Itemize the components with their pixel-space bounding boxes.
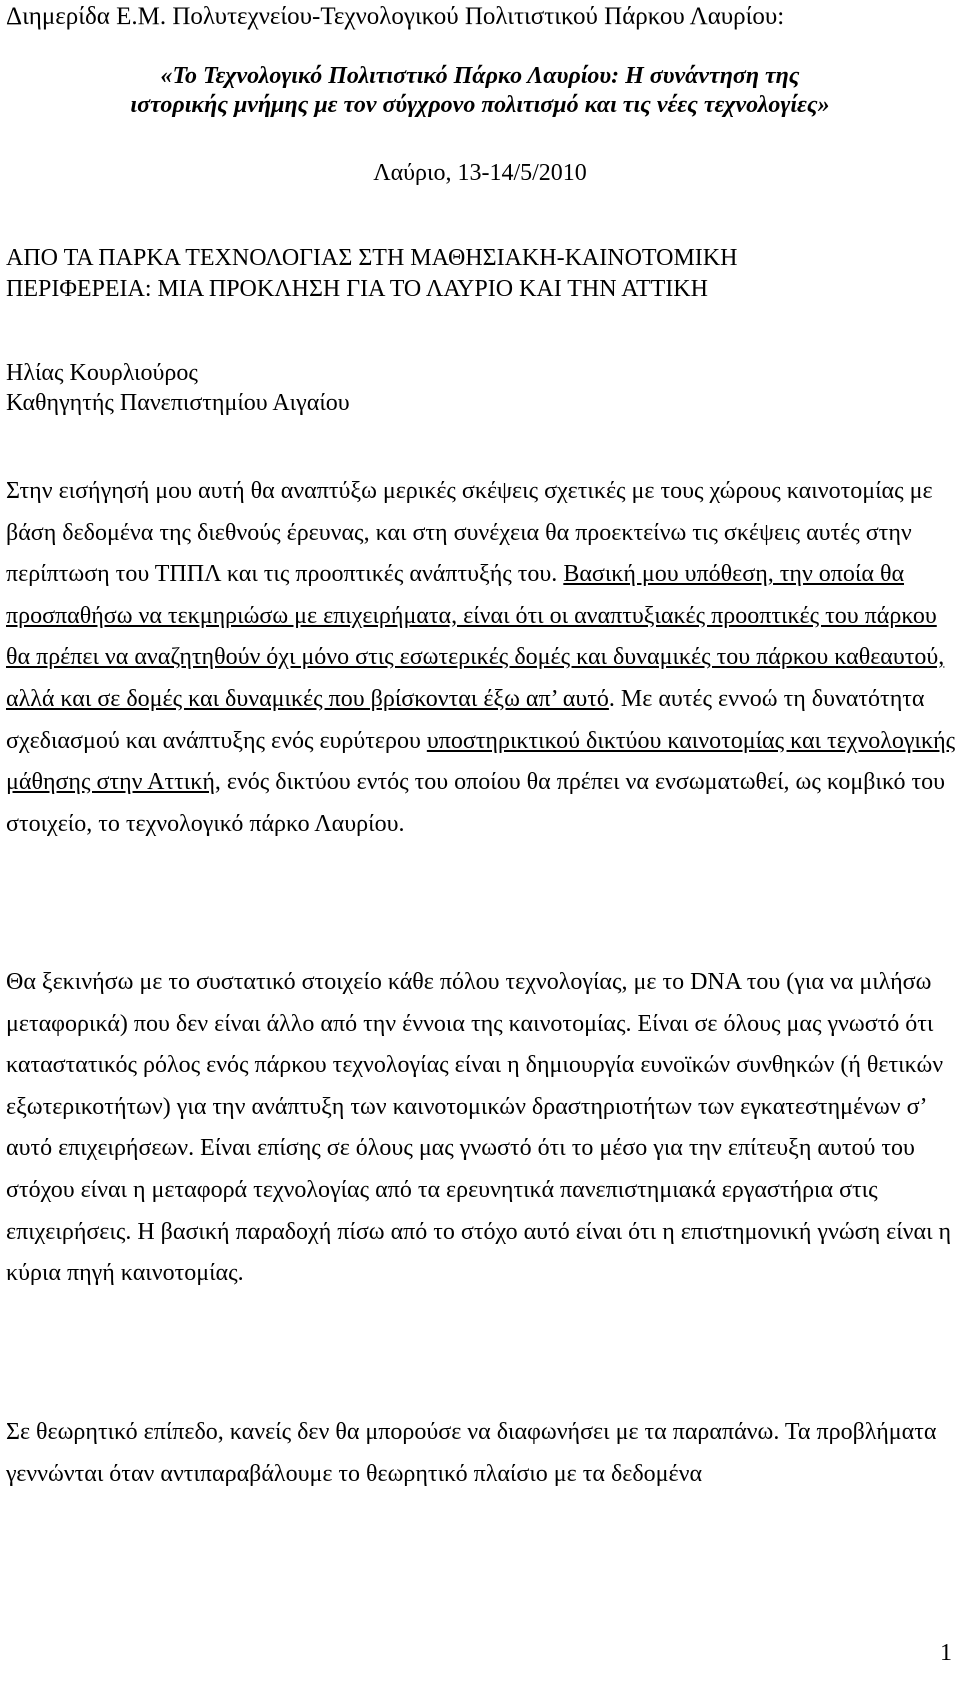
author-block	[6, 358, 956, 418]
conference-date: Λαύριο, 13-14/5/2010	[373, 160, 587, 186]
conference-title	[30, 62, 930, 120]
paragraph-2: Θα ξεκινήσω με το συστατικό στοιχείο κάθε πόλου τεχνολογίας, με το DNA του (για να μιλήσω μεταφορικά) που δεν είναι άλλο από την έννοια της καινοτομίας. Είναι σε όλους μας γνωστό ότι καταστατικός ρόλος ενός πάρκου τεχνολογίας είναι η δημιουργία ευνοϊκών συνθηκών (ή θετικών εξωτερικοτήτων) για την ανάπτυξη των καινοτομικών δραστηριοτήτων των εγκατεστημένων σ’ αυτό επιχειρήσεων. Είναι επίσης σε όλους μας γνωστό ότι το μέσο για την επίτευξη αυτού του στόχου είναι η μεταφορά τεχνολογίας από τα ερευνητικά πανεπιστημιακά εργαστήρια στις επιχειρήσεις. Η βασική παραδοχή πίσω από το στόχο αυτό είναι ότι η επιστημονική γνώση είναι η κύρια πηγή καινοτομίας.	[6, 969, 952, 1287]
paragraph-1-hypothesis: Βασική μου υπόθεση, την οποία θα προσπαθήσω να τεκμηριώσω με επιχειρήματα, είναι ότι οι αναπτυξιακές προοπτικές του πάρκου θα πρέπει να αναζητηθούν όχι μόνο στις εσωτερικές δομές και δυναμικές του πάρκου καθεαυτού, αλλά και σε δομές και δυναμικές που βρίσκονται έξω απ’ αυτό	[6, 561, 945, 712]
page-number: 1	[940, 1640, 952, 1666]
paper-title	[6, 243, 956, 305]
paragraph-3: Σε θεωρητικό επίπεδο, κανείς δεν θα μπορούσε να διαφωνήσει με τα παραπάνω. Τα προβλήματα γεννώνται όταν αντιπαραβάλουμε το θεωρητικό πλαίσιο με τα δεδομένα	[6, 1419, 937, 1487]
paper-title-line-1: ΑΠΟ ΤΑ ΠΑΡΚΑ ΤΕΧΝΟΛΟΓΙΑΣ ΣΤΗ ΜΑΘΗΣΙΑΚΗ-ΚΑΙΝΟΤΟΜΙΚΗ	[6, 245, 738, 271]
paragraph-1-network: υποστηρικτικού δικτύου καινοτομίας και τεχνολογικής μάθησης στην Αττική	[6, 727, 956, 796]
paragraph-1-ending: , ενός δικτύου εντός του οποίου θα πρέπει να ενσωματωθεί, ως κομβικό του στοιχείο, το τεχνολογικό πάρκο Λαυρίου.	[6, 769, 946, 837]
author-affiliation: Καθηγητής Πανεπιστημίου Αιγαίου	[6, 390, 350, 416]
event-header: Διημερίδα Ε.Μ. Πολυτεχνείου-Τεχνολογικού Πολιτιστικού Πάρκου Λαυρίου:	[6, 3, 785, 30]
paragraph-1-middle: . Με αυτές εννοώ τη δυνατότητα σχεδιασμού και ανάπτυξης ενός ευρύτερου	[6, 685, 925, 754]
conference-title-line-1: «Το Τεχνολογικό Πολιτιστικό Πάρκο Λαυρίου: Η συνάντηση της	[160, 63, 800, 89]
conference-title-line-2: ιστορικής μνήμης με τον σύγχρονο πολιτισμό και τις νέες τεχνολογίες»	[130, 92, 830, 118]
paragraph-1-intro: Στην εισήγησή μου αυτή θα αναπτύξω μερικές σκέψεις σχετικές με τους χώρους καινοτομίας με βάση δεδομένα της διεθνούς έρευνας, και στη συνέχεια θα προεκτείνω τις σκέψεις αυτές στην περίπτωση του ΤΠΠΛ και τις προοπτικές ανάπτυξής του.	[6, 478, 933, 588]
paragraph-1	[6, 471, 956, 845]
author-name: Ηλίας Κουρλιούρος	[6, 360, 198, 386]
paper-title-line-2: ΠΕΡΙΦΕΡΕΙΑ: ΜΙΑ ΠΡΟΚΛΗΣΗ ΓΙΑ ΤΟ ΛΑΥΡΙΟ ΚΑΙ ΤΗΝ ΑΤΤΙΚΗ	[6, 276, 708, 302]
